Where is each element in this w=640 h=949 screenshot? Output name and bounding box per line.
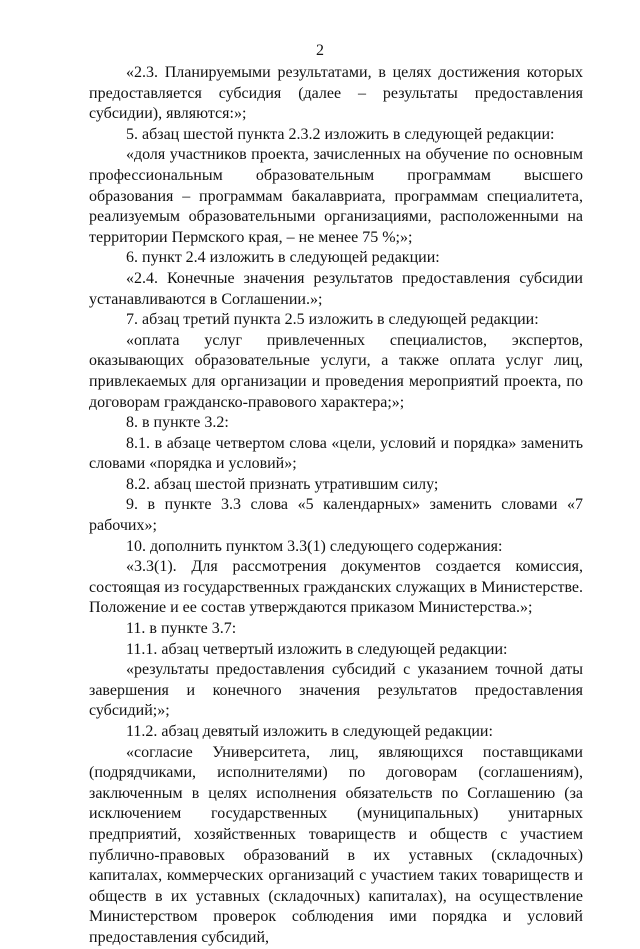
paragraph-participants-share: «доля участников проекта, зачисленных на обучение по основным профессиональным образовательным программам высшего образования – программам бакалавриата, программам специалитета, реализуемым образовательными организациями, расположенными на территории Пермского края, – не менее 75 %;»;	[89, 146, 583, 246]
paragraph-subsidy-results: «результаты предоставления субсидий с указанием точной даты завершения и конечного значения результатов предоставления субсидий;»;	[89, 661, 583, 720]
paragraph-item-11: 11. в пункте 3.7:	[126, 620, 237, 638]
paragraph-item-9: 9. в пункте 3.3 слова «5 календарных» заменить словами «7 рабочих»;	[89, 496, 583, 535]
paragraph-item-8-1: 8.1. в абзаце четвертом слова «цели, условий и порядка» заменить словами «порядка и условий»;	[89, 434, 583, 473]
paragraph-item-7: 7. абзац третий пункта 2.5 изложить в следующей редакции:	[126, 311, 539, 329]
paragraph-university-consent: «согласие Университета, лиц, являющихся поставщиками (подрядчиками, исполнителями) по договорам (соглашениям), заключенным в целях исполнения обязательств по Соглашению (за исключением государственных (муниципальных) унитарных предприятий, хозяйственных товариществ и обществ с участием публично-правовых образований в их уставных (складочных) капиталах, коммерческих организаций с участием таких товариществ и обществ в их уставных (складочных) капиталах), на осуществление Министерством проверок соблюдения ими порядка и условий предоставления субсидий,	[89, 743, 583, 946]
page-number: 2	[316, 42, 324, 59]
paragraph-item-5: 5. абзац шестой пункта 2.3.2 изложить в следующей редакции:	[126, 125, 555, 143]
paragraph-2-3-results: «2.3. Планируемыми результатами, в целях достижения которых предоставляется субсидия (далее – результаты предоставления субсидии), являются:»;	[89, 64, 583, 123]
paragraph-item-11-1: 11.1. абзац четвертый изложить в следующей редакции:	[126, 640, 508, 658]
paragraph-2-4-final-values: «2.4. Конечные значения результатов предоставления субсидии устанавливаются в Соглашении.»;	[89, 269, 583, 308]
paragraph-item-8-2: 8.2. абзац шестой признать утратившим силу;	[126, 475, 439, 493]
document-body	[89, 63, 583, 949]
paragraph-item-8: 8. в пункте 3.2:	[126, 414, 229, 432]
paragraph-services-payment: «оплата услуг привлеченных специалистов, экспертов, оказывающих образовательные услуги, а также оплата услуг лиц, привлекаемых для организации и проведения мероприятий проекта, по договорам гражданско-правового характера;»;	[89, 331, 583, 411]
paragraph-3-3-1-commission: «3.3(1). Для рассмотрения документов создается комиссия, состоящая из государственных гражданских служащих в Министерстве. Положение и ее состав утверждаются приказом Министерства.»;	[89, 558, 583, 617]
paragraph-item-11-2: 11.2. абзац девятый изложить в следующей редакции:	[126, 723, 493, 740]
paragraph-item-10: 10. дополнить пунктом 3.3(1) следующего содержания:	[126, 537, 503, 555]
paragraph-item-6: 6. пункт 2.4 изложить в следующей редакции:	[126, 249, 440, 267]
